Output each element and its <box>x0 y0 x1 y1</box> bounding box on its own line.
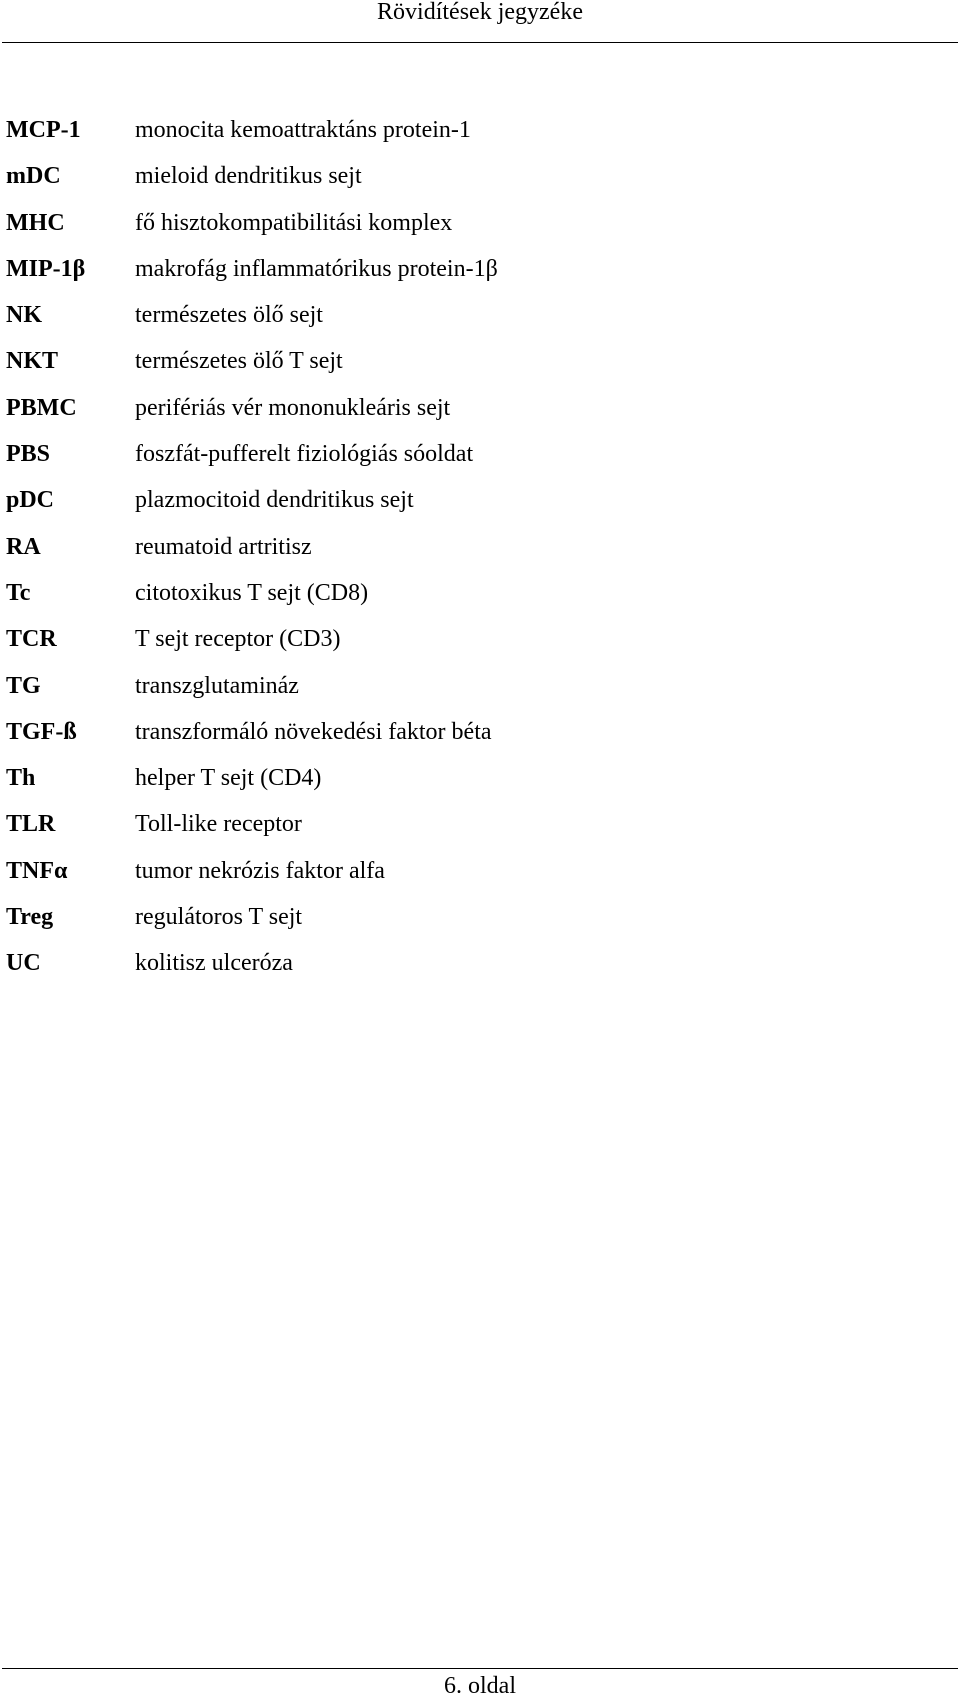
abbreviation-term: UC <box>6 950 41 977</box>
abbreviation-term: PBS <box>6 441 51 468</box>
abbreviation-definition: mieloid dendritikus sejt <box>135 163 362 190</box>
list-item <box>6 347 946 393</box>
list-item <box>6 440 946 486</box>
list-item <box>6 579 946 625</box>
abbreviation-definition: makrofág inflammatórikus protein-1β <box>135 255 498 282</box>
abbreviation-term: TGF-ß <box>6 718 77 745</box>
list-item <box>6 301 946 347</box>
abbreviation-term: TLR <box>6 811 56 838</box>
abbreviation-term: pDC <box>6 487 55 514</box>
abbreviation-term: MHC <box>6 209 65 236</box>
list-item <box>6 162 946 208</box>
page-header-title: Rövidítések jegyzéke <box>377 0 583 25</box>
abbreviation-definition: Toll-like receptor <box>135 811 302 838</box>
list-item <box>6 718 946 764</box>
list-item <box>6 116 946 162</box>
list-item <box>6 533 946 579</box>
list-item <box>6 949 946 995</box>
page-number: 6. oldal <box>444 1673 516 1699</box>
abbreviation-term: TG <box>6 672 41 699</box>
abbreviation-definition: T sejt receptor (CD3) <box>135 626 341 653</box>
abbreviation-definition: monocita kemoattraktáns protein-1 <box>135 117 471 143</box>
abbreviation-term: mDC <box>6 163 61 190</box>
abbreviation-definition: fő hisztokompatibilitási komplex <box>135 209 453 236</box>
list-item <box>6 764 946 810</box>
footer-divider <box>2 1668 958 1669</box>
abbreviation-term: Tc <box>6 579 31 606</box>
abbreviation-term: Th <box>6 765 36 792</box>
list-item <box>6 255 946 301</box>
abbreviation-definition: helper T sejt (CD4) <box>135 765 322 792</box>
abbreviation-definition: kolitisz ulceróza <box>135 950 293 977</box>
abbreviation-term: NKT <box>6 348 59 375</box>
abbreviation-definition: reumatoid artritisz <box>135 533 312 560</box>
abbreviation-definition: perifériás vér mononukleáris sejt <box>135 394 451 421</box>
abbreviation-definition: természetes ölő T sejt <box>135 348 343 375</box>
header-divider <box>2 42 958 43</box>
abbreviation-definition: transzglutamináz <box>135 672 299 699</box>
abbreviation-definition: tumor nekrózis faktor alfa <box>135 857 385 884</box>
abbreviation-term: PBMC <box>6 394 77 421</box>
list-item <box>6 394 946 440</box>
list-item <box>6 857 946 903</box>
abbreviation-term: NK <box>6 302 42 329</box>
abbreviation-term: MIP-1β <box>6 255 86 282</box>
abbreviation-term: RA <box>6 533 41 560</box>
abbreviation-list <box>6 116 946 996</box>
abbreviation-term: TCR <box>6 626 57 653</box>
abbreviation-definition: foszfát-pufferelt fiziológiás sóoldat <box>135 441 474 468</box>
list-item <box>6 672 946 718</box>
abbreviation-term: MCP-1 <box>6 117 81 143</box>
abbreviation-term: TNFα <box>6 857 68 884</box>
abbreviation-definition: plazmocitoid dendritikus sejt <box>135 487 414 514</box>
abbreviation-definition: regulátoros T sejt <box>135 904 303 931</box>
abbreviation-definition: transzformáló növekedési faktor béta <box>135 718 492 745</box>
abbreviation-definition: citotoxikus T sejt (CD8) <box>135 579 369 606</box>
list-item <box>6 810 946 856</box>
abbreviation-definition: természetes ölő sejt <box>135 302 323 329</box>
list-item <box>6 209 946 255</box>
list-item <box>6 903 946 949</box>
list-item <box>6 625 946 671</box>
abbreviation-term: Treg <box>6 904 54 931</box>
list-item <box>6 486 946 532</box>
